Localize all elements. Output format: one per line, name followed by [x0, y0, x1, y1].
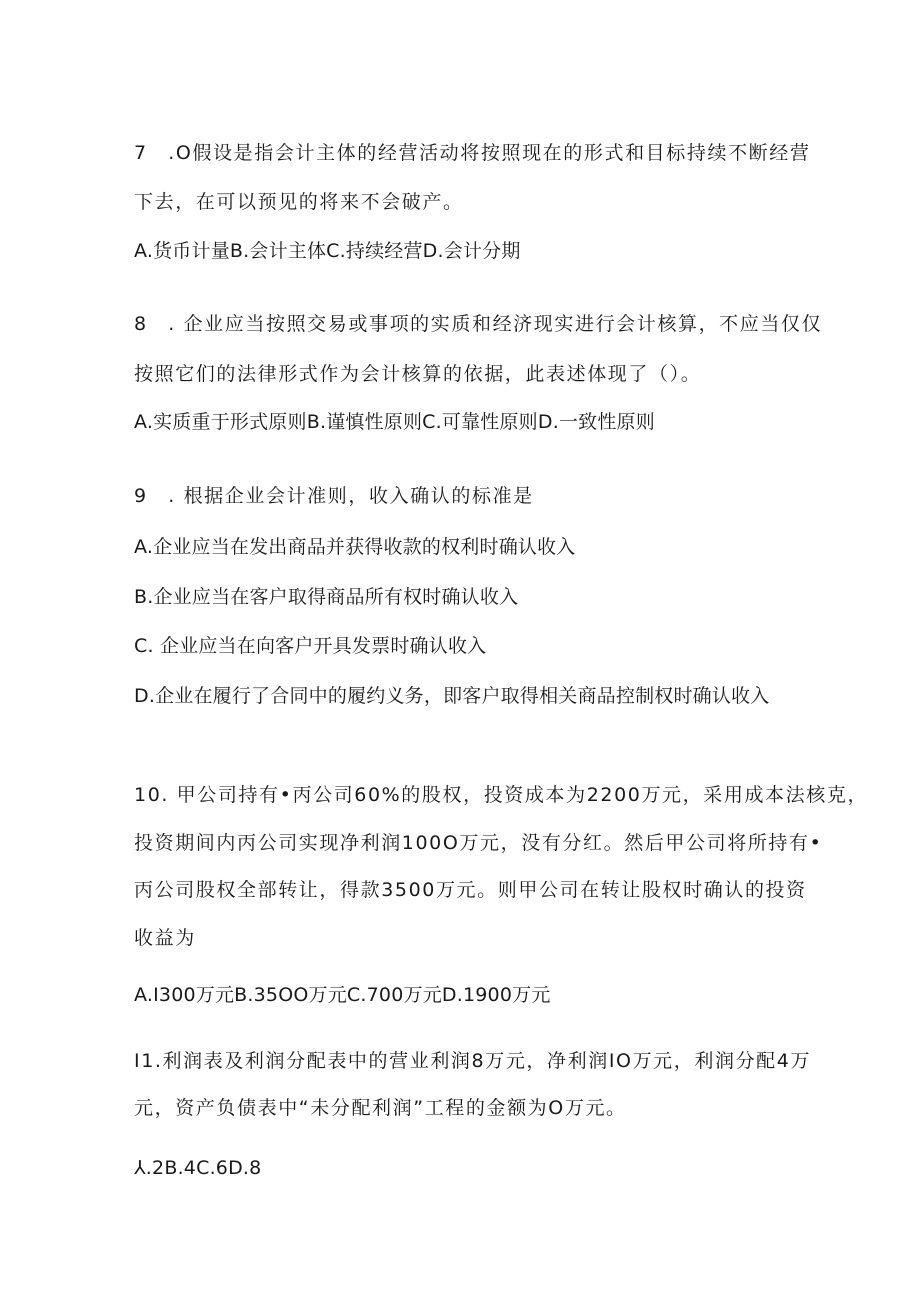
question-10-line-4: 收益为 — [134, 927, 196, 949]
question-10-line-2: 投资期间内丙公司实现净利润100O万元，没有分红。然后甲公司将所持有• — [134, 832, 823, 854]
question-7-options: A.货币计量B.会计主体C.持续经营D.会计分期 — [134, 240, 521, 262]
question-9-line-1: 9 . 根据企业会计准则，收入确认的标准是 — [134, 485, 534, 507]
question-9-option-a: A.企业应当在发出商品并获得收款的权利时确认收入 — [134, 536, 576, 558]
question-9-option-c: C. 企业应当在向客户开具发票时确认收入 — [134, 635, 487, 657]
question-11-options: ⅄.2B.4C.6D.8 — [134, 1157, 262, 1179]
question-7-line-2: 下去，在可以预见的将来不会破产。 — [134, 191, 464, 213]
question-9-option-b: B.企业应当在客户取得商品所有权时确认收入 — [134, 586, 519, 608]
question-10-line-3: 丙公司股权全部转让，得款3500万元。则甲公司在转让股权时确认的投资 — [134, 879, 807, 901]
question-11-line-2: 元，资产负债表中“未分配利润”工程的金额为O万元。 — [134, 1097, 627, 1119]
question-8-options: A.实质重于形式原则B.谨慎性原则C.可靠性原则D.一致性原则 — [134, 411, 655, 433]
question-8-line-1: 8 . 企业应当按照交易或事项的实质和经济现实进行会计核算，不应当仅仅 — [134, 313, 823, 335]
question-11-line-1: I1.利润表及利润分配表中的营业利润8万元，净利润IO万元，利润分配4万 — [134, 1050, 812, 1072]
question-10-options: A.I300万元B.35OO万元C.700万元D.1900万元 — [134, 984, 551, 1006]
question-8-line-2: 按照它们的法律形式作为会计核算的依据，此表述体现了（）。 — [134, 363, 702, 385]
question-7-line-1: 7 .O假设是指会计主体的经营活动将按照现在的形式和目标持续不断经营 — [134, 142, 811, 164]
question-9-option-d: D.企业在履行了合同中的履约义务，即客户取得相关商品控制权时确认收入 — [134, 685, 770, 707]
question-10-line-1: 10. 甲公司持有•丙公司60%的股权，投资成本为2200万元，采用成本法核克， — [134, 784, 869, 806]
